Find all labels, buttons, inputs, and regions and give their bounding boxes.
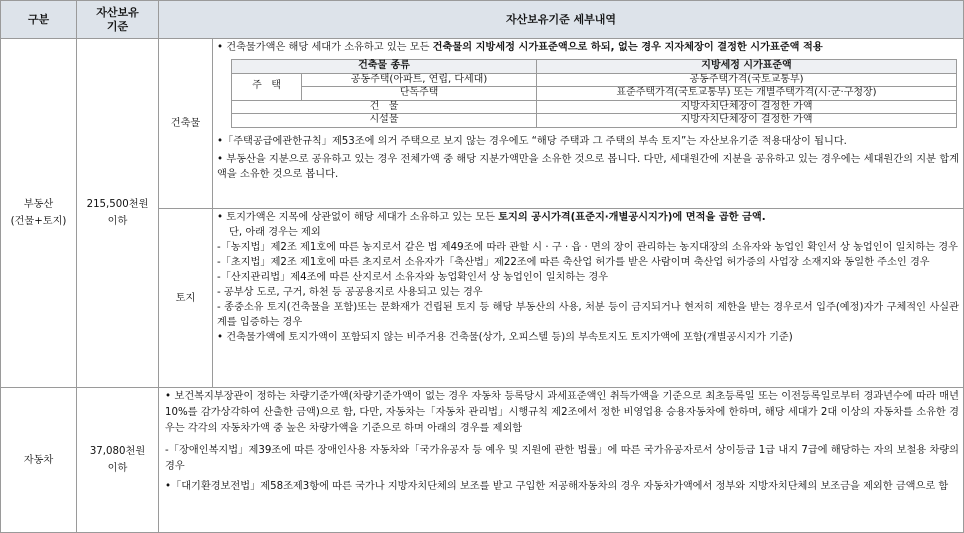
vehicle-row (1, 388, 964, 533)
vehicle-category: 자동차 (1, 388, 77, 533)
vehicle-item-1: -「장애인복지법」제39조에 따른 장애인사용 자동차와「국가유공자 등 예우 및 지원에 관한 법률」에 따른 국가유공자로서 상이등급 1급 내지 7급에 해당하는 자의 보철용 차량의 경우 (165, 445, 959, 472)
vehicle-details (159, 388, 964, 533)
inner-type-cell: 시설물 (232, 114, 537, 128)
header-details: 자산보유기준 세부내역 (159, 1, 964, 39)
vehicle-bullet-1: • 보건복지부장관이 정하는 차량기준가액(차량기준가액이 없는 경우 자동차 등록당시 과세표준액인 취득가액을 기준으로 최초등록일 또는 이전등록일로부터 경과년수에 따라 매년 10%를 감가상각하여 산출한 금액)으로 함, 다만, 자동차는「자동차 관리법」시행규칙 제2조에서 정한 비영업용 승용자동차에 한하며, 해당 세대가 2대 이상의 자동차를 소유한 경우는 각각의 자동차가액 중 높은 차량가액을 기준으로 하며 아래의 경우를 제외함 (165, 391, 959, 434)
land-exception-item: -「초지법」제2조 제1호에 따른 초지로서 소유자가「축산법」제22조에 따른 축산업 허가를 받은 사람이며 축산업 허가증의 사업장 소재지와 동일한 주소인 경우 (217, 257, 930, 268)
land-label: 토지 (159, 209, 213, 388)
building-bullet-3: • 부동산을 지분으로 공유하고 있는 경우 전체가액 중 해당 지분가액만을 소유한 것으로 봅니다. 다만, 세대원간에 지분을 공유하고 있는 경우에는 세대원간의 지분 합계액을 소유한 것으로 봅니다. (217, 153, 959, 180)
vehicle-bullet-2: •「대기환경보전법」제58조제3항에 따른 국가나 지방자치단체의 보조를 받고 구입한 저공해자동차의 경우 자동차가액에서 정부와 지방자치단체의 보조금을 제외한 금액으로 함 (165, 481, 949, 492)
building-row (1, 39, 964, 209)
building-bullet-2: •「주택공급에관한규칙」제53조에 의거 주택으로 보지 않는 경우에도 “해당 주택과 그 주택의 부속 토지”는 자산보유기준 적용대상이 됩니다. (217, 135, 847, 147)
inner-type-cell: 단독주택 (302, 87, 537, 101)
inner-head-type: 건축물 종류 (232, 60, 537, 74)
header-row (1, 1, 964, 39)
building-value-table (231, 59, 957, 128)
building-bullet-1: • 건축물가액은 해당 세대가 소유하고 있는 모든 건축물의 지방세정 시가표준액으로 하되, 없는 경우 지자체장이 결정한 시가표준액 적용 (217, 42, 823, 53)
land-exception-item: - 공부상 도로, 구거, 하천 등 공공용지로 사용되고 있는 경우 (217, 287, 483, 298)
land-exception-item: -「산지관리법」제4조에 따른 산지로서 소유자와 농업확인서 상 농업인이 일치하는 경우 (217, 272, 609, 283)
building-label: 건축물 (159, 39, 213, 209)
inner-type-cell: 건 물 (232, 100, 537, 114)
inner-value-cell: 공동주택가격(국토교통부) (537, 73, 957, 87)
land-bullet-last: • 건축물가액에 토지가액이 포함되지 않는 비주거용 건축물(상가, 오피스텔 등)의 부속토지도 토지가액에 포함(개별공시지가 기준) (217, 332, 793, 343)
land-bullet-1: • 토지가액은 지목에 상관없이 해당 세대가 소유하고 있는 모든 토지의 공시가격(표준지·개별공시지가)에 면적을 곱한 금액. (217, 212, 766, 223)
land-exception-item: - 종중소유 토지(건축물을 포함)또는 문화재가 건립된 토지 등 해당 부동산의 사용, 처분 등이 금지되거나 현저히 제한을 받는 경우로서 입주(예정)자가 구체적인 사실관계를 입증하는 경우 (217, 302, 959, 328)
header-category: 구분 (1, 1, 77, 39)
inner-value-cell: 지방자치단체장이 결정한 가액 (537, 114, 957, 128)
inner-type-cell: 공동주택(아파트, 연립, 다세대) (302, 73, 537, 87)
building-details (213, 39, 964, 209)
land-exception-item: -「농지법」제2조 제1호에 따른 농지로서 같은 법 제49조에 따라 관할 시 · 구 · 읍 · 면의 장이 관리하는 농지대장의 소유자와 농업인 확인서 상 농업인이 일치하는 경우 (217, 242, 958, 253)
inner-head-value: 지방세정 시가표준액 (537, 60, 957, 74)
real-estate-threshold: 215,500천원 이하 (77, 39, 159, 388)
inner-value-cell: 지방자치단체장이 결정한 가액 (537, 100, 957, 114)
header-threshold: 자산보유 기준 (77, 1, 159, 39)
real-estate-category: 부동산 (건물+토지) (1, 39, 77, 388)
land-exception-note: 단, 아래 경우는 제외 (229, 227, 321, 238)
inner-housing-label: 주 택 (232, 73, 302, 100)
land-details (213, 209, 964, 388)
vehicle-threshold: 37,080천원 이하 (77, 388, 159, 533)
inner-value-cell: 표준주택가격(국토교통부) 또는 개별주택가격(시·군·구청장) (537, 87, 957, 101)
